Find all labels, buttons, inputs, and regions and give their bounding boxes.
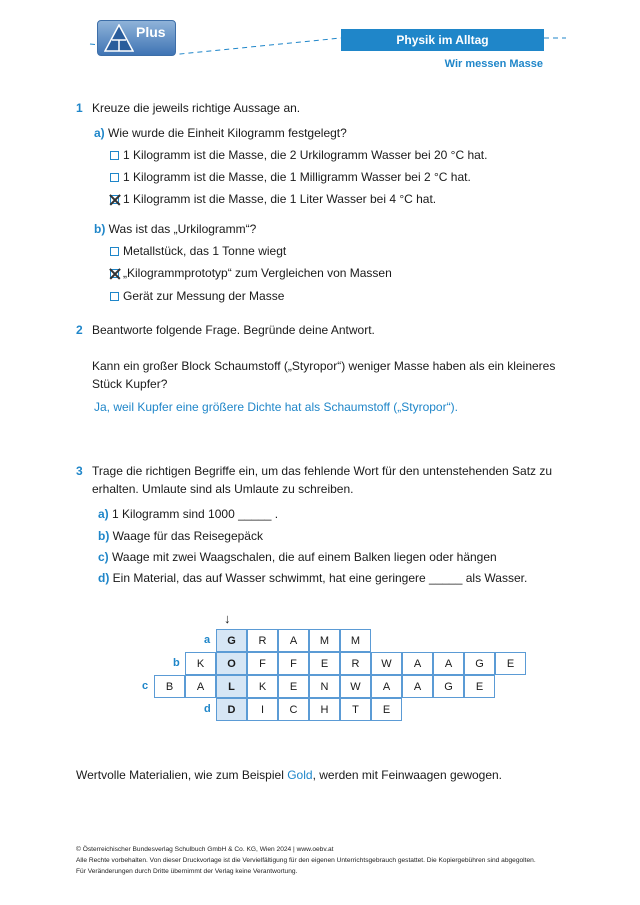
crossword-cell[interactable]: A (433, 652, 464, 675)
option-text: 1 Kilogramm ist die Masse, die 1 Milligramm Wasser bei 2 °C hat. (123, 170, 471, 184)
task-1-number: 1 (76, 101, 83, 115)
task-3d-label: d) (98, 571, 110, 585)
footer-copyright: © Österreichischer Bundesverlag Schulbuch GmbH & Co. KG, Wien 2024 | www.oebv.at (76, 846, 334, 853)
task-3c (98, 548, 497, 566)
task-3-text-line1: Trage die richtigen Begriffe ein, um das fehlende Wort für den untenstehenden Satz zu (92, 464, 553, 478)
task-1-text: Kreuze die jeweils richtige Aussage an. (92, 101, 301, 115)
task-3c-label: c) (98, 550, 109, 564)
option-1b-3[interactable] (110, 287, 284, 305)
task-3d-text: Ein Material, das auf Wasser schwimmt, hat eine geringere _____ als Wasser. (112, 571, 528, 585)
task-3b (98, 527, 263, 545)
checkbox-icon[interactable] (110, 292, 119, 301)
option-1b-2[interactable] (110, 264, 392, 282)
crossword-solution-cell[interactable]: O (216, 652, 247, 675)
logo-text: Plus (136, 24, 166, 40)
task-3a-label: a) (98, 507, 109, 521)
triangle-icon (104, 24, 134, 52)
crossword-cell[interactable]: A (185, 675, 216, 698)
task-2-answer: Ja, weil Kupfer eine größere Dichte hat als Schaumstoff („Styropor“). (94, 400, 458, 414)
crossword-cell[interactable]: R (247, 629, 278, 652)
crossword-cell[interactable]: M (309, 629, 340, 652)
option-text: „Kilogrammprototyp“ zum Vergleichen von Massen (123, 266, 392, 280)
task-1b-question (94, 220, 256, 238)
crossword-row-label: a (204, 634, 211, 646)
crossword-cell[interactable]: G (433, 675, 464, 698)
crossword-row-label: c (142, 680, 149, 692)
task-1a-question-text: Wie wurde die Einheit Kilogramm festgelegt? (108, 126, 347, 140)
crossword-cell[interactable]: K (247, 675, 278, 698)
task-3-text-line2: erhalten. Umlaute sind als Umlaute zu schreiben. (92, 482, 354, 496)
crossword-cell[interactable]: W (371, 652, 402, 675)
crossword-cell[interactable]: E (309, 652, 340, 675)
solution-before: Wertvolle Materialien, wie zum Beispiel (76, 768, 288, 782)
option-text: Gerät zur Messung der Masse (123, 289, 285, 303)
option-1a-2[interactable] (110, 168, 471, 186)
crossword-row-label: b (173, 657, 180, 669)
crossword-cell[interactable]: N (309, 675, 340, 698)
task-2-question-line1: Kann ein großer Block Schaumstoff („Styropor“) weniger Masse haben als ein kleineres (92, 359, 556, 373)
footer-rights: Alle Rechte vorbehalten. Von dieser Druckvorlage ist die Vervielfältigung für den eigenen Unterrichtsgebrauch gestattet. Die Kopiergebühren sind abgegolten. (76, 857, 536, 864)
crossword-cell[interactable]: F (247, 652, 278, 675)
task-3c-text: Waage mit zwei Waagschalen, die auf einem Balken liegen oder hängen (112, 550, 497, 564)
arrow-down-icon: ↓ (224, 611, 231, 626)
option-1a-3[interactable] (110, 190, 436, 208)
task-3a (98, 505, 278, 523)
task-1a-label: a) (94, 126, 105, 140)
checkbox-icon[interactable] (110, 151, 119, 160)
crossword-row-label: d (204, 703, 211, 715)
checkbox-icon[interactable] (110, 247, 119, 256)
crossword-cell[interactable]: R (340, 652, 371, 675)
task-1b-label: b) (94, 222, 106, 236)
option-text: Metallstück, das 1 Tonne wiegt (123, 244, 287, 258)
crossword-cell[interactable]: C (278, 698, 309, 721)
option-text: 1 Kilogramm ist die Masse, die 2 Urkilogramm Wasser bei 20 °C hat. (123, 148, 488, 162)
crossword-cell[interactable]: E (495, 652, 526, 675)
option-1b-1[interactable] (110, 242, 286, 260)
solution-after: , werden mit Feinwaagen gewogen. (312, 768, 503, 782)
crossword-cell[interactable]: W (340, 675, 371, 698)
crossword-cell[interactable]: E (371, 698, 402, 721)
task-3b-text: Waage für das Reisegepäck (112, 529, 263, 543)
crossword-solution-cell[interactable]: L (216, 675, 247, 698)
checked-checkbox-icon[interactable] (110, 195, 119, 204)
task-1b-question-text: Was ist das „Urkilogramm“? (108, 222, 257, 236)
page-subtitle: Wir messen Masse (444, 58, 543, 70)
checked-checkbox-icon[interactable] (110, 269, 119, 278)
footer-disclaimer: Für Veränderungen durch Dritte übernimmt der Verlag keine Verantwortung. (76, 868, 298, 875)
crossword-cell[interactable]: K (185, 652, 216, 675)
crossword-cell[interactable]: G (464, 652, 495, 675)
solution-word: Gold (287, 768, 313, 782)
crossword-solution-cell[interactable]: G (216, 629, 247, 652)
task-3a-text: 1 Kilogramm sind 1000 _____ . (112, 507, 279, 521)
crossword-cell[interactable]: E (278, 675, 309, 698)
crossword-cell[interactable]: E (464, 675, 495, 698)
crossword-cell[interactable]: A (402, 652, 433, 675)
crossword-solution-cell[interactable]: D (216, 698, 247, 721)
crossword-cell[interactable]: A (371, 675, 402, 698)
header-tab-title: Physik im Alltag (341, 29, 544, 51)
crossword-cell[interactable]: I (247, 698, 278, 721)
crossword-cell[interactable]: F (278, 652, 309, 675)
task-2-number: 2 (76, 323, 83, 337)
task-2-text: Beantworte folgende Frage. Begründe deine Antwort. (92, 323, 375, 337)
crossword-cell[interactable]: B (154, 675, 185, 698)
task-3d (98, 569, 527, 587)
task-3-number: 3 (76, 464, 83, 478)
crossword-cell[interactable]: A (278, 629, 309, 652)
crossword-cell[interactable]: A (402, 675, 433, 698)
task-3b-label: b) (98, 529, 110, 543)
crossword-cell[interactable]: M (340, 629, 371, 652)
crossword-cell[interactable]: T (340, 698, 371, 721)
option-1a-1[interactable] (110, 146, 487, 164)
checkbox-icon[interactable] (110, 173, 119, 182)
header-dashed-line (0, 0, 640, 70)
task-2-question-line2: Stück Kupfer? (92, 377, 168, 391)
task-1a-question (94, 124, 347, 142)
crossword-cell[interactable]: H (309, 698, 340, 721)
plus-logo (97, 20, 176, 56)
solution-sentence (76, 766, 502, 784)
option-text: 1 Kilogramm ist die Masse, die 1 Liter Wasser bei 4 °C hat. (123, 192, 437, 206)
